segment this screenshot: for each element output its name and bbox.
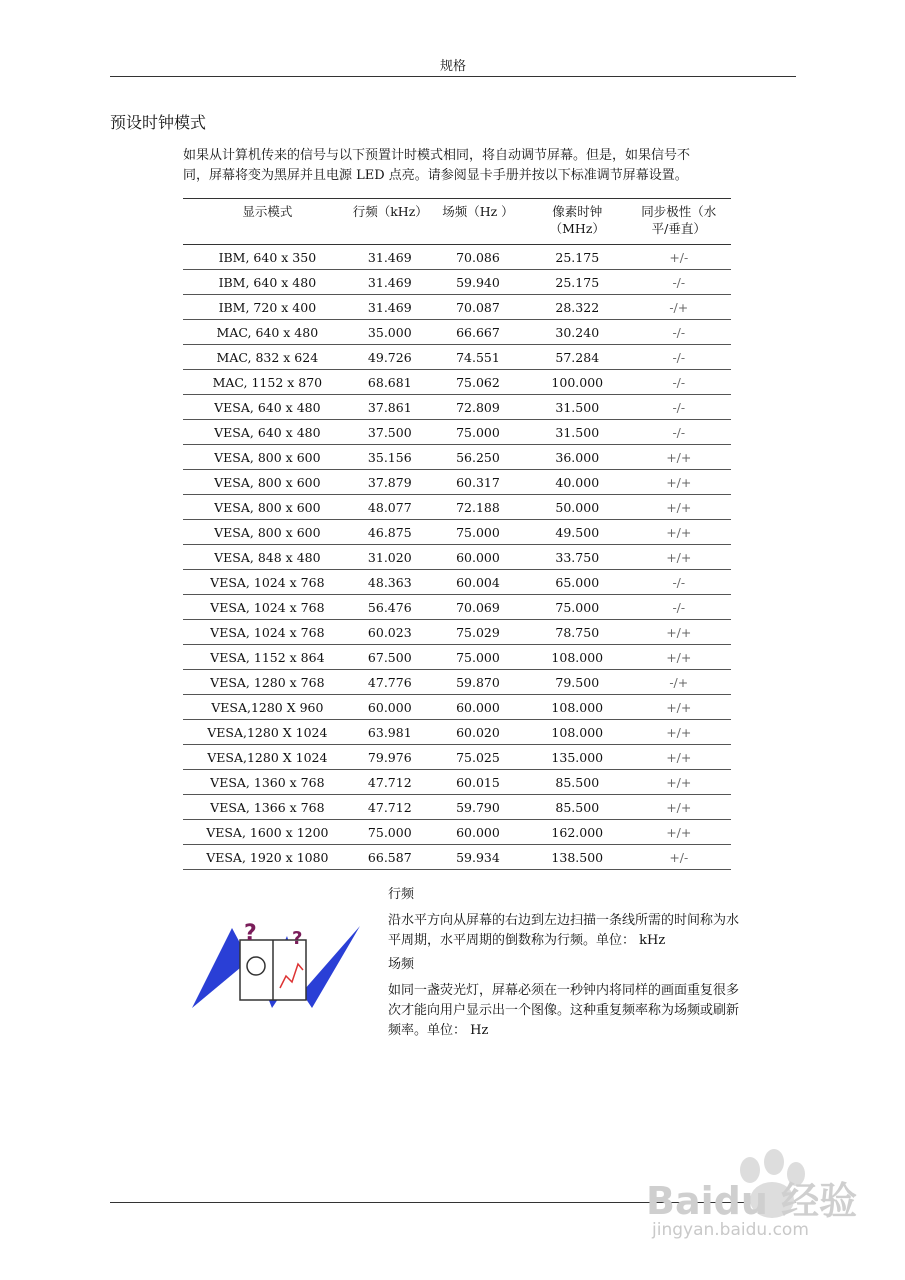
table-cell: 74.551 bbox=[428, 345, 528, 370]
table-cell: 47.712 bbox=[352, 770, 428, 795]
table-cell: IBM, 640 x 480 bbox=[183, 270, 352, 295]
table-cell: +/+ bbox=[627, 645, 731, 670]
table-row bbox=[183, 520, 731, 545]
table-row bbox=[183, 295, 731, 320]
table-cell: 66.587 bbox=[352, 845, 428, 870]
table-cell: VESA, 1600 x 1200 bbox=[183, 820, 352, 845]
glossary bbox=[388, 885, 743, 1045]
table-cell: VESA, 1152 x 864 bbox=[183, 645, 352, 670]
table-cell: VESA, 800 x 600 bbox=[183, 445, 352, 470]
table-cell: 59.934 bbox=[428, 845, 528, 870]
table-cell: 72.809 bbox=[428, 395, 528, 420]
table-cell: 31.469 bbox=[352, 295, 428, 320]
table-cell: 135.000 bbox=[528, 745, 627, 770]
table-cell: 79.976 bbox=[352, 745, 428, 770]
intro-paragraph bbox=[183, 146, 803, 186]
table-cell: 65.000 bbox=[528, 570, 627, 595]
table-cell: 59.870 bbox=[428, 670, 528, 695]
baidu-watermark-logo bbox=[640, 1140, 870, 1260]
header-title: 规格 bbox=[439, 59, 466, 74]
question-mark-icon: ? bbox=[244, 921, 257, 946]
table-cell: 59.790 bbox=[428, 795, 528, 820]
table-cell: -/- bbox=[627, 420, 731, 445]
table-cell: 138.500 bbox=[528, 845, 627, 870]
table-cell: 60.023 bbox=[352, 620, 428, 645]
table-cell: VESA, 848 x 480 bbox=[183, 545, 352, 570]
table-cell: +/- bbox=[627, 245, 731, 270]
table-cell: VESA,1280 X 960 bbox=[183, 695, 352, 720]
table-cell: 59.940 bbox=[428, 270, 528, 295]
table-cell: 75.000 bbox=[428, 420, 528, 445]
table-cell: 30.240 bbox=[528, 320, 627, 345]
table-cell: -/+ bbox=[627, 295, 731, 320]
table-cell: 68.681 bbox=[352, 370, 428, 395]
table-header-row bbox=[183, 199, 731, 245]
table-row bbox=[183, 620, 731, 645]
header-pixel-line-1: 像素时钟 bbox=[552, 204, 603, 219]
glossary-term-hfreq: 行频 bbox=[388, 887, 415, 902]
table-cell: 36.000 bbox=[528, 445, 627, 470]
table-cell: VESA, 1920 x 1080 bbox=[183, 845, 352, 870]
table-cell: 63.981 bbox=[352, 720, 428, 745]
watermark-url: jingyan.baidu.com bbox=[652, 1220, 809, 1240]
header-pixel-line-2: （MHz） bbox=[549, 221, 605, 236]
table-cell: 60.000 bbox=[428, 695, 528, 720]
table-cell: +/+ bbox=[627, 795, 731, 820]
table-cell: 46.875 bbox=[352, 520, 428, 545]
table-row bbox=[183, 595, 731, 620]
timing-mode-table bbox=[183, 198, 731, 870]
table-cell: 31.500 bbox=[528, 420, 627, 445]
intro-line-2: 同，屏幕将变为黑屏并且电源 LED 点亮。请参阅显卡手册并按以下标准调节屏幕设置。 bbox=[183, 168, 688, 183]
table-cell: 49.726 bbox=[352, 345, 428, 370]
table-cell: 60.317 bbox=[428, 470, 528, 495]
header-hfreq: 行频（kHz） bbox=[352, 199, 428, 245]
glossary-term-vfreq: 场频 bbox=[388, 957, 415, 972]
table-row bbox=[183, 770, 731, 795]
table-cell: 75.062 bbox=[428, 370, 528, 395]
table-cell: 60.000 bbox=[428, 820, 528, 845]
table-cell: +/+ bbox=[627, 720, 731, 745]
table-cell: 37.500 bbox=[352, 420, 428, 445]
table-cell: 25.175 bbox=[528, 245, 627, 270]
table-cell: 31.469 bbox=[352, 245, 428, 270]
table-cell: 33.750 bbox=[528, 545, 627, 570]
table-cell: -/- bbox=[627, 570, 731, 595]
table-cell: +/+ bbox=[627, 695, 731, 720]
table-row bbox=[183, 470, 731, 495]
table-row bbox=[183, 545, 731, 570]
table-cell: 35.000 bbox=[352, 320, 428, 345]
table-cell: MAC, 640 x 480 bbox=[183, 320, 352, 345]
table-cell: 37.879 bbox=[352, 470, 428, 495]
table-cell: 48.077 bbox=[352, 495, 428, 520]
table-cell: 28.322 bbox=[528, 295, 627, 320]
table-cell: 78.750 bbox=[528, 620, 627, 645]
table-cell: 70.086 bbox=[428, 245, 528, 270]
table-cell: 56.476 bbox=[352, 595, 428, 620]
header-sync-line-2: 平/垂直） bbox=[651, 221, 706, 236]
table-cell: VESA, 640 x 480 bbox=[183, 420, 352, 445]
table-cell: VESA, 1280 x 768 bbox=[183, 670, 352, 695]
question-book-illustration bbox=[192, 918, 362, 1010]
table-cell: 60.000 bbox=[428, 545, 528, 570]
table-cell: VESA, 800 x 600 bbox=[183, 520, 352, 545]
table-cell: +/+ bbox=[627, 620, 731, 645]
table-cell: -/- bbox=[627, 270, 731, 295]
table-cell: 57.284 bbox=[528, 345, 627, 370]
table-row bbox=[183, 745, 731, 770]
table-cell: 70.069 bbox=[428, 595, 528, 620]
glossary-desc-vfreq: 如同一盏荧光灯，屏幕必须在一秒钟内将同样的画面重复很多次才能向用户显示出一个图像。这种重复频率称为场频或刷新频率。单位： Hz bbox=[388, 983, 740, 1038]
table-cell: 108.000 bbox=[528, 720, 627, 745]
table-cell: 50.000 bbox=[528, 495, 627, 520]
table-row bbox=[183, 345, 731, 370]
face-left bbox=[247, 957, 265, 975]
table-cell: -/- bbox=[627, 595, 731, 620]
table-cell: +/+ bbox=[627, 745, 731, 770]
table-cell: -/- bbox=[627, 395, 731, 420]
table-cell: 85.500 bbox=[528, 795, 627, 820]
table-cell: 60.000 bbox=[352, 695, 428, 720]
table-cell: 47.712 bbox=[352, 795, 428, 820]
table-cell: 49.500 bbox=[528, 520, 627, 545]
table-cell: VESA, 800 x 600 bbox=[183, 495, 352, 520]
table-cell: -/- bbox=[627, 345, 731, 370]
table-cell: +/+ bbox=[627, 820, 731, 845]
table-cell: 37.861 bbox=[352, 395, 428, 420]
table-cell: 47.776 bbox=[352, 670, 428, 695]
table-cell: 60.004 bbox=[428, 570, 528, 595]
table-row bbox=[183, 245, 731, 270]
table-cell: -/- bbox=[627, 320, 731, 345]
table-row bbox=[183, 320, 731, 345]
header-pixel-clock bbox=[528, 199, 627, 245]
table-row bbox=[183, 270, 731, 295]
table-row bbox=[183, 820, 731, 845]
header-vfreq: 场频（Hz ） bbox=[428, 199, 528, 245]
question-mark-small-icon: ? bbox=[292, 928, 303, 949]
table-cell: 75.000 bbox=[352, 820, 428, 845]
table-cell: 70.087 bbox=[428, 295, 528, 320]
table-row bbox=[183, 495, 731, 520]
table-cell: 60.015 bbox=[428, 770, 528, 795]
table-cell: 31.469 bbox=[352, 270, 428, 295]
table-cell: +/+ bbox=[627, 770, 731, 795]
table-cell: 108.000 bbox=[528, 645, 627, 670]
table-row bbox=[183, 445, 731, 470]
table-row bbox=[183, 570, 731, 595]
table-cell: VESA, 1024 x 768 bbox=[183, 595, 352, 620]
table-row bbox=[183, 845, 731, 870]
table-cell: -/- bbox=[627, 370, 731, 395]
table-cell: 75.000 bbox=[428, 645, 528, 670]
table-cell: 66.667 bbox=[428, 320, 528, 345]
table-cell: 72.188 bbox=[428, 495, 528, 520]
table-cell: VESA, 640 x 480 bbox=[183, 395, 352, 420]
header-sync-line-1: 同步极性（水 bbox=[641, 204, 717, 219]
table-cell: +/+ bbox=[627, 470, 731, 495]
table-row bbox=[183, 720, 731, 745]
table-cell: VESA, 1024 x 768 bbox=[183, 620, 352, 645]
table-row bbox=[183, 645, 731, 670]
glossary-desc-hfreq: 沿水平方向从屏幕的右边到左边扫描一条线所需的时间称为水平周期，水平周期的倒数称为行频。单位： kHz bbox=[388, 913, 740, 948]
header-sync-polarity bbox=[627, 199, 731, 245]
table-cell: 75.025 bbox=[428, 745, 528, 770]
table-cell: 67.500 bbox=[352, 645, 428, 670]
table-body bbox=[183, 245, 731, 870]
table-cell: 79.500 bbox=[528, 670, 627, 695]
table-cell: 85.500 bbox=[528, 770, 627, 795]
table-cell: MAC, 1152 x 870 bbox=[183, 370, 352, 395]
table-row bbox=[183, 370, 731, 395]
table-row bbox=[183, 395, 731, 420]
table-cell: MAC, 832 x 624 bbox=[183, 345, 352, 370]
page-header bbox=[110, 52, 796, 77]
table-cell: 31.500 bbox=[528, 395, 627, 420]
table-row bbox=[183, 670, 731, 695]
table-cell: 75.029 bbox=[428, 620, 528, 645]
table-cell: VESA, 1366 x 768 bbox=[183, 795, 352, 820]
table-cell: VESA, 1360 x 768 bbox=[183, 770, 352, 795]
table-row bbox=[183, 695, 731, 720]
table-cell: 40.000 bbox=[528, 470, 627, 495]
table-cell: +/+ bbox=[627, 520, 731, 545]
table-cell: VESA, 800 x 600 bbox=[183, 470, 352, 495]
table-cell: VESA,1280 X 1024 bbox=[183, 720, 352, 745]
table-cell: 48.363 bbox=[352, 570, 428, 595]
table-cell: 75.000 bbox=[528, 595, 627, 620]
table-cell: 100.000 bbox=[528, 370, 627, 395]
table-cell: VESA, 1024 x 768 bbox=[183, 570, 352, 595]
watermark-logo-text: Baidu 经验 bbox=[646, 1179, 858, 1223]
table-cell: 31.020 bbox=[352, 545, 428, 570]
table-cell: 35.156 bbox=[352, 445, 428, 470]
table-cell: 60.020 bbox=[428, 720, 528, 745]
table-cell: IBM, 720 x 400 bbox=[183, 295, 352, 320]
table-row bbox=[183, 795, 731, 820]
table-cell: 108.000 bbox=[528, 695, 627, 720]
intro-line-1: 如果从计算机传来的信号与以下预置计时模式相同，将自动调节屏幕。但是，如果信号不 bbox=[183, 148, 691, 163]
table-cell: VESA,1280 X 1024 bbox=[183, 745, 352, 770]
table-cell: +/+ bbox=[627, 495, 731, 520]
table-cell: +/+ bbox=[627, 545, 731, 570]
table-cell: IBM, 640 x 350 bbox=[183, 245, 352, 270]
table-cell: 75.000 bbox=[428, 520, 528, 545]
table-cell: 162.000 bbox=[528, 820, 627, 845]
table-cell: 25.175 bbox=[528, 270, 627, 295]
table-cell: -/+ bbox=[627, 670, 731, 695]
header-mode: 显示模式 bbox=[183, 199, 352, 245]
table-row bbox=[183, 420, 731, 445]
table-cell: +/- bbox=[627, 845, 731, 870]
table-cell: 56.250 bbox=[428, 445, 528, 470]
table-cell: +/+ bbox=[627, 445, 731, 470]
section-title: 预设时钟模式 bbox=[110, 113, 207, 132]
